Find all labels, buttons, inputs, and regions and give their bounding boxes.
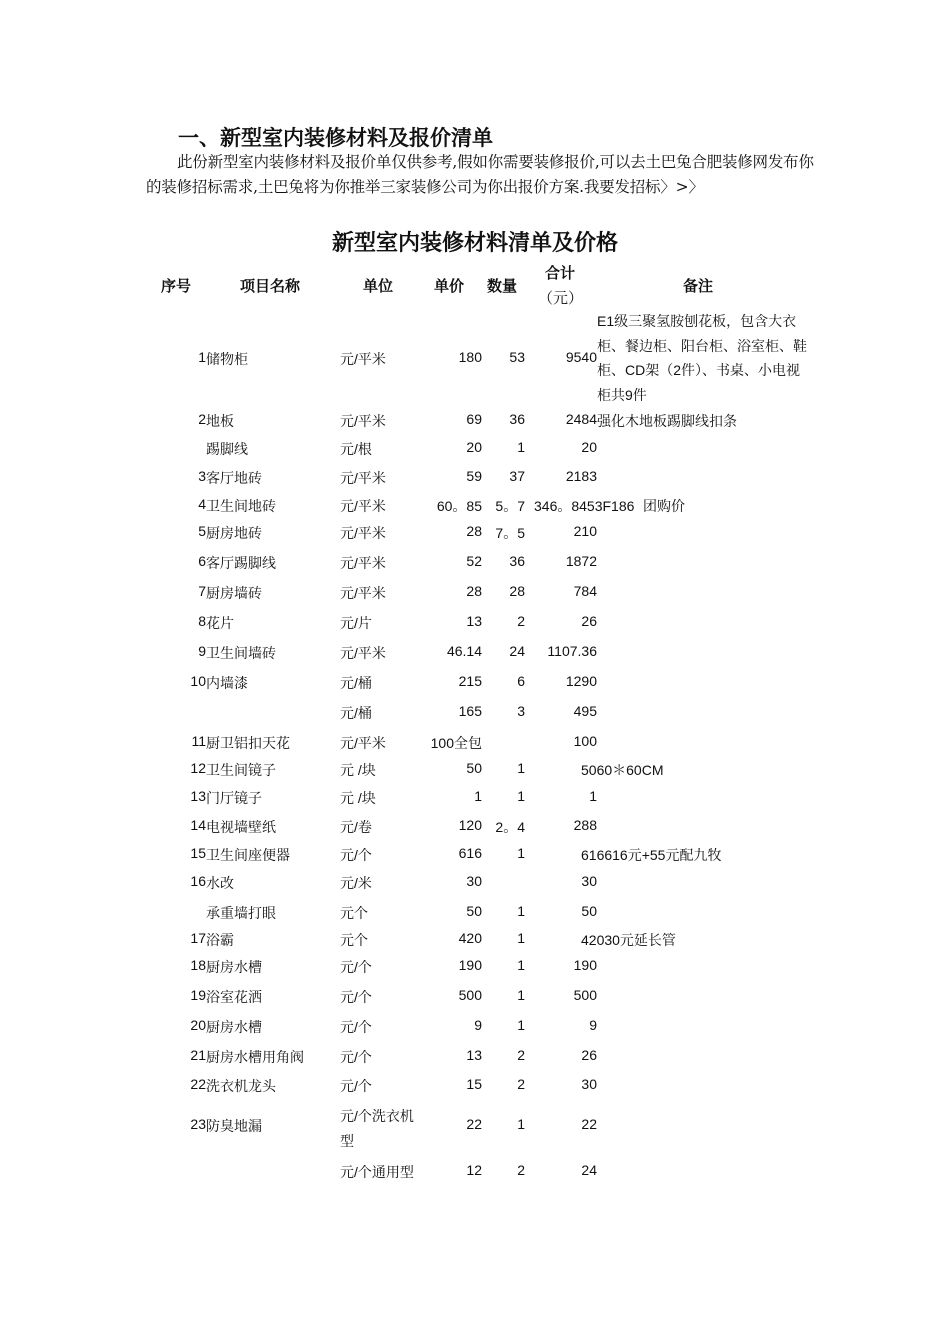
header-qty: 数量 (487, 277, 518, 295)
row-price: 52 (466, 553, 482, 569)
row-index: 14 (190, 817, 206, 833)
row-qty: 3 (517, 703, 525, 719)
row-unit: 元/平米 (340, 351, 386, 367)
row-index: 11 (191, 733, 206, 749)
row-total: 22 (581, 1116, 597, 1132)
row-qty: 24 (509, 643, 525, 659)
row-name: 浴室花洒 (206, 989, 262, 1005)
row-total: 346。8453F186 (534, 498, 635, 514)
row-qty: 2 (517, 1076, 525, 1092)
row-unit: 元/个 (340, 989, 372, 1005)
row-unit: 元/平米 (340, 555, 386, 571)
row-qty: 36 (509, 411, 525, 427)
row-index: 18 (190, 957, 206, 973)
row-total: 9 (589, 1017, 597, 1033)
row-index: 5 (198, 523, 206, 539)
row-qty: 28 (509, 583, 525, 599)
row-index: 6 (198, 553, 206, 569)
row-total: 30 (581, 1076, 597, 1092)
row-price: 28 (466, 523, 482, 539)
row-total: 1290 (565, 673, 597, 689)
row-price: 420 (458, 930, 482, 946)
row-price: 165 (458, 703, 482, 719)
row-qty: 37 (509, 468, 525, 484)
row-unit: 元/平米 (340, 585, 386, 601)
row-total: 24 (581, 1162, 597, 1178)
row-total: 9540 (565, 349, 597, 365)
row-index: 3 (198, 468, 206, 484)
row-name: 厨房墙砖 (206, 585, 262, 601)
row-qty: 1 (517, 439, 525, 455)
row-total: 2183 (565, 468, 597, 484)
row-index: 20 (190, 1017, 206, 1033)
row-index: 2 (198, 411, 206, 427)
row-name: 内墙漆 (206, 675, 248, 691)
table-title: 新型室内装修材料清单及价格 (331, 231, 618, 256)
row-index: 13 (190, 788, 206, 804)
row-qty: 1 (517, 987, 525, 1003)
row-total: 288 (573, 817, 597, 833)
header-index: 序号 (161, 277, 192, 295)
row-unit: 元/桶 (340, 675, 372, 691)
row-total: 616616元+55元配九牧 (581, 847, 722, 863)
row-name: 厨房水槽 (206, 1019, 262, 1035)
row-total: 1872 (565, 553, 597, 569)
row-qty: 2。4 (495, 819, 525, 835)
row-qty: 1 (517, 788, 525, 804)
row-price: 1 (474, 788, 482, 804)
row-index: 22 (190, 1076, 206, 1092)
row-price: 9 (474, 1017, 482, 1033)
row-unit: 元/个通用型 (340, 1164, 414, 1180)
row-price: 60。85 (436, 498, 482, 514)
row-name: 电视墙壁纸 (206, 819, 276, 835)
row-price: 190 (458, 957, 482, 973)
row-qty: 53 (509, 349, 525, 365)
row-name: 洗衣机龙头 (206, 1078, 276, 1094)
row-unit: 元/个洗衣机型 (340, 1108, 414, 1149)
row-unit: 元/米 (340, 875, 372, 891)
row-unit: 元/平米 (340, 525, 386, 541)
row-price: 69 (466, 411, 482, 427)
header-price: 单价 (434, 277, 465, 295)
row-total: 42030元延长管 (581, 932, 676, 948)
row-qty: 1 (517, 957, 525, 973)
row-unit: 元个 (340, 932, 368, 948)
row-unit: 元/个 (340, 1019, 372, 1035)
row-unit: 元/桶 (340, 705, 372, 721)
intro-paragraph: 此份新型室内装修材料及报价单仅供参考,假如你需要装修报价,可以去土巴兔合肥装修网发布你的装修招标需求,土巴兔将为你推举三家装修公司为你出报价方案.我要发招标〉>〉 (146, 153, 814, 196)
row-index: 12 (190, 760, 206, 776)
row-index: 9 (198, 643, 206, 659)
row-price: 59 (466, 468, 482, 484)
row-name: 厨房水槽 (206, 959, 262, 975)
row-unit: 元/平米 (340, 498, 386, 514)
row-price: 15 (466, 1076, 482, 1092)
row-unit: 元个 (340, 905, 368, 921)
row-name: 承重墙打眼 (206, 905, 276, 921)
row-price: 13 (466, 1047, 482, 1063)
row-total: 190 (573, 957, 597, 973)
row-qty: 1 (517, 1116, 525, 1132)
row-index: 16 (190, 873, 206, 889)
row-total: 784 (573, 583, 597, 599)
row-index: 15 (190, 845, 206, 861)
row-name: 水改 (206, 875, 234, 891)
row-qty: 36 (509, 553, 525, 569)
header-unit: 单位 (363, 277, 394, 295)
row-name: 地板 (206, 413, 234, 429)
row-total: 495 (573, 703, 597, 719)
row-index: 7 (198, 583, 206, 599)
row-index: 4 (198, 496, 206, 512)
row-unit: 元/平米 (340, 413, 386, 429)
row-name: 浴霸 (206, 932, 234, 948)
row-index: 10 (190, 673, 206, 689)
row-name: 客厅踢脚线 (206, 555, 276, 571)
row-price: 12 (466, 1162, 482, 1178)
row-price: 50 (466, 760, 482, 776)
row-qty: 2 (517, 613, 525, 629)
row-price: 46.14 (446, 643, 482, 659)
row-qty: 1 (517, 845, 525, 861)
row-unit: 元/平米 (340, 645, 386, 661)
row-qty: 1 (517, 760, 525, 776)
row-price: 28 (466, 583, 482, 599)
row-price: 100全包 (430, 735, 482, 751)
row-unit: 元/个 (340, 847, 372, 863)
section-heading: 一、新型室内装修材料及报价清单 (178, 126, 493, 150)
row-price: 30 (466, 873, 482, 889)
header-total: 合计 (545, 264, 576, 282)
row-total: 500 (573, 987, 597, 1003)
row-unit: 元/根 (340, 441, 372, 457)
row-index: 8 (198, 613, 206, 629)
row-index: 17 (190, 930, 206, 946)
row-index: 21 (190, 1047, 206, 1063)
header-total-unit: （元） (538, 289, 584, 307)
row-qty: 1 (517, 903, 525, 919)
header-note: 备注 (683, 277, 714, 295)
row-total: 1107.36 (547, 643, 597, 659)
row-price: 13 (466, 613, 482, 629)
row-note: 团购价 (643, 498, 685, 514)
row-unit: 元/个 (340, 1078, 372, 1094)
row-total: 1 (589, 788, 597, 804)
row-unit: 元 /块 (340, 790, 376, 806)
row-unit: 元/个 (340, 1049, 372, 1065)
row-price: 50 (466, 903, 482, 919)
row-total: 26 (581, 1047, 597, 1063)
row-unit: 元 /块 (340, 762, 376, 778)
row-total: 5060＊60CM (581, 762, 664, 778)
row-qty: 2 (517, 1162, 525, 1178)
row-name: 防臭地漏 (206, 1118, 262, 1134)
row-unit: 元/平米 (340, 735, 386, 751)
row-name: 门厅镜子 (206, 790, 262, 806)
row-total: 100 (573, 733, 597, 749)
row-total: 20 (581, 439, 597, 455)
row-unit: 元/片 (340, 615, 372, 631)
header-name: 项目名称 (240, 277, 301, 295)
row-name: 厨卫铝扣天花 (206, 735, 290, 751)
row-price: 215 (458, 673, 482, 689)
row-price: 616 (458, 845, 482, 861)
row-total: 2484 (565, 411, 597, 427)
row-name: 踢脚线 (206, 441, 248, 457)
row-price: 22 (466, 1116, 482, 1132)
row-total: 50 (581, 903, 597, 919)
row-price: 120 (458, 817, 482, 833)
row-name: 花片 (206, 615, 234, 631)
row-name: 储物柜 (206, 351, 248, 367)
row-qty: 5。7 (495, 498, 525, 514)
row-total: 210 (573, 523, 597, 539)
row-index: 1 (198, 349, 206, 365)
row-name: 厨房水槽用角阀 (206, 1049, 304, 1065)
row-price: 20 (466, 439, 482, 455)
row-name: 厨房地砖 (206, 525, 262, 541)
row-note: E1级三聚氢胺刨花板，包含大衣柜、餐边柜、阳台柜、浴室柜、鞋柜、CD架（2件）、书桌、小电视柜共9件 (597, 313, 807, 403)
row-qty: 1 (517, 930, 525, 946)
row-total: 30 (581, 873, 597, 889)
row-unit: 元/个 (340, 959, 372, 975)
row-name: 卫生间地砖 (206, 498, 276, 514)
row-qty: 1 (517, 1017, 525, 1033)
row-price: 500 (458, 987, 482, 1003)
row-qty: 6 (517, 673, 525, 689)
row-index: 19 (190, 987, 206, 1003)
row-price: 180 (458, 349, 482, 365)
row-name: 卫生间镜子 (206, 762, 276, 778)
row-unit: 元/卷 (340, 819, 372, 835)
row-note: 强化木地板踢脚线扣条 (597, 413, 737, 429)
row-name: 客厅地砖 (206, 470, 262, 486)
row-total: 26 (581, 613, 597, 629)
row-unit: 元/平米 (340, 470, 386, 486)
row-qty: 7。5 (495, 525, 525, 541)
row-qty: 2 (517, 1047, 525, 1063)
row-name: 卫生间墙砖 (206, 645, 276, 661)
row-index: 23 (190, 1116, 206, 1132)
row-name: 卫生间座便器 (206, 847, 290, 863)
